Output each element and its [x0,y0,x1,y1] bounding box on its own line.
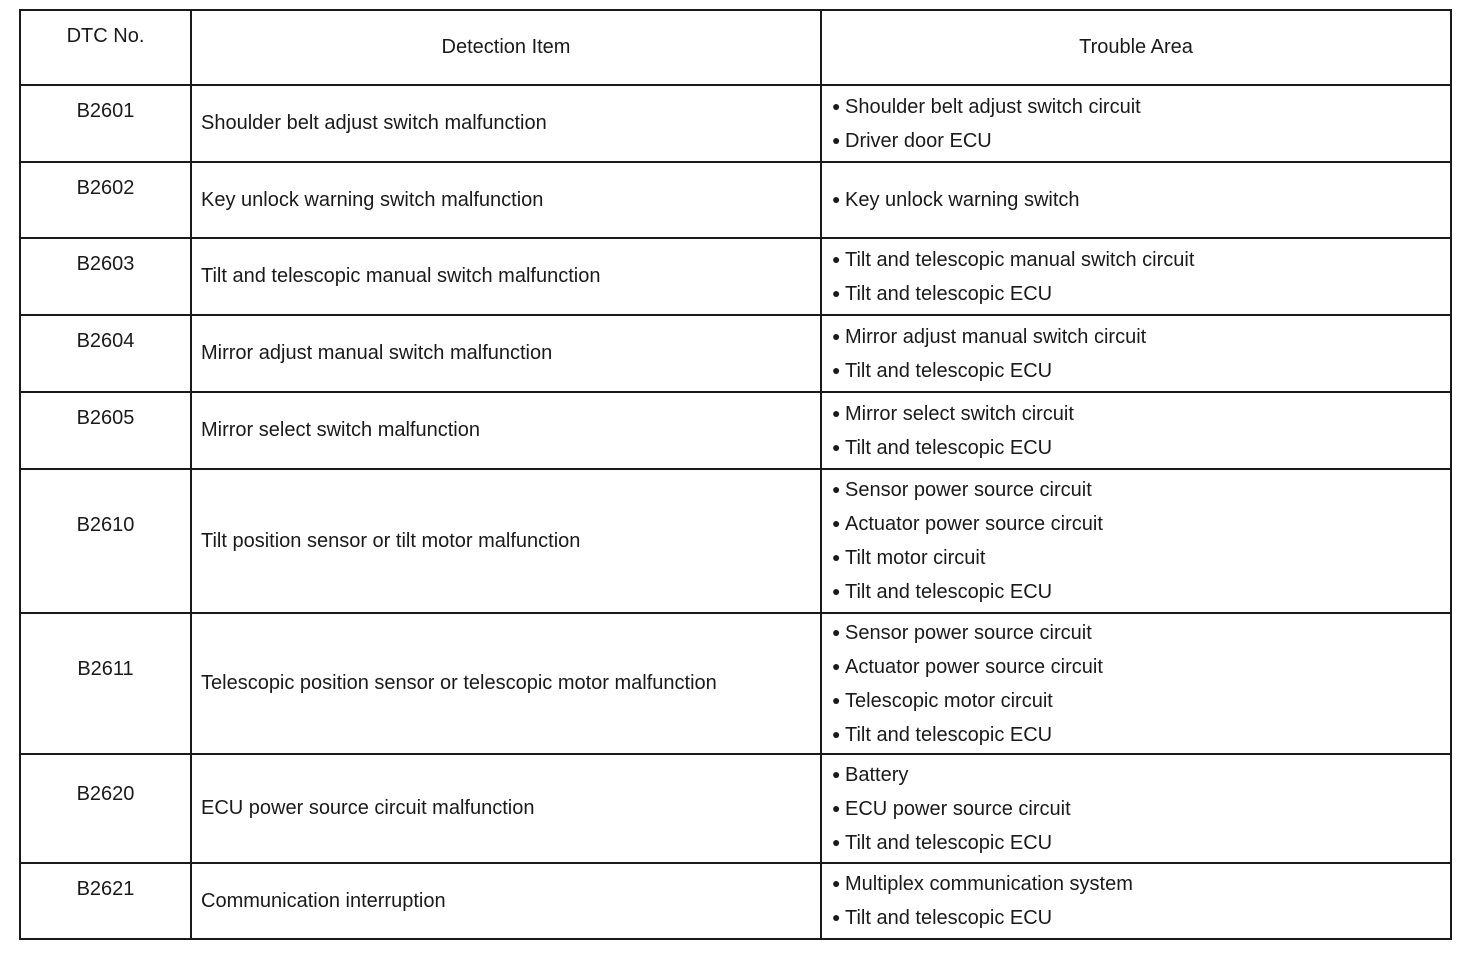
trouble-area-text: Mirror select switch circuit [845,402,1074,425]
bullet-icon: ● [832,481,841,497]
trouble-area-text: Shoulder belt adjust switch circuit [845,95,1141,118]
table-row [20,613,1451,754]
bullet-icon: ● [832,875,841,891]
table-row [20,162,1451,238]
bullet-icon: ● [832,191,841,207]
bullet-icon: ● [832,361,841,378]
trouble-area-item [832,431,1450,465]
trouble-area-list [832,473,1450,609]
trouble-area-item [832,507,1450,541]
trouble-area-list [832,867,1450,935]
table-row [20,85,1451,162]
bullet-icon: ● [832,515,841,531]
trouble-area-item [832,124,1450,158]
trouble-area-list [832,90,1450,158]
trouble-area-text: Tilt and telescopic ECU [845,907,1053,929]
header-trouble-area: Trouble Area [821,10,1451,85]
trouble-area-text: Sensor power source circuit [845,479,1092,501]
bullet-icon: ● [832,284,841,301]
bullet-icon: ● [832,657,841,674]
trouble-area-text: ECU power source circuit [845,797,1071,820]
detection-item: Mirror adjust manual switch malfunction [191,315,821,392]
bullet-icon: ● [832,327,841,344]
trouble-area-item [832,616,1450,650]
trouble-area-text: Multiplex communication system [845,873,1133,895]
trouble-area-text: Tilt and telescopic ECU [845,581,1053,603]
trouble-area-item [832,718,1450,752]
bullet-icon: ● [832,438,841,455]
trouble-area-text: Telescopic motor circuit [845,689,1053,712]
header-dtc-no: DTC No. [20,10,191,85]
trouble-area-item [832,354,1450,388]
trouble-area-item [832,575,1450,609]
trouble-area-item [832,183,1450,217]
trouble-area-text: Actuator power source circuit [845,655,1103,678]
detection-item: Mirror select switch malfunction [191,392,821,469]
detection-item: Shoulder belt adjust switch malfunction [191,85,821,162]
trouble-area-item [832,792,1450,826]
bullet-icon: ● [832,131,841,148]
trouble-area-text: Battery [845,763,909,786]
dtc-code: B2601 [20,85,191,162]
trouble-area-item [832,320,1450,354]
table-row [20,315,1451,392]
trouble-area [821,392,1451,469]
bullet-icon: ● [832,765,841,782]
trouble-area-item [832,473,1450,507]
trouble-area-item [832,541,1450,575]
trouble-area-item [832,90,1450,124]
detection-item: Telescopic position sensor or telescopic motor malfunction [191,613,821,754]
trouble-area [821,863,1451,939]
dtc-code: B2621 [20,863,191,939]
table-row [20,238,1451,315]
header-detection-item: Detection Item [191,10,821,85]
table-row [20,754,1451,863]
trouble-area-text: Tilt and telescopic ECU [845,831,1053,854]
trouble-area [821,85,1451,162]
detection-item: Communication interruption [191,863,821,939]
detection-item: Tilt and telescopic manual switch malfunction [191,238,821,315]
trouble-area-list [832,183,1450,217]
trouble-area-text: Tilt and telescopic manual switch circuit [845,248,1195,271]
trouble-area-list [832,243,1450,311]
trouble-area-item [832,867,1450,901]
table-row [20,469,1451,613]
bullet-icon: ● [832,909,841,925]
dtc-code: B2610 [20,469,191,613]
trouble-area-item [832,758,1450,792]
trouble-area-text: Mirror adjust manual switch circuit [845,325,1147,348]
detection-item: Tilt position sensor or tilt motor malfunction [191,469,821,613]
trouble-area-text: Actuator power source circuit [845,513,1103,535]
trouble-area-item [832,277,1450,311]
trouble-area-text: Tilt motor circuit [845,547,986,569]
trouble-area-list [832,397,1450,465]
bullet-icon: ● [832,725,841,742]
bullet-icon: ● [832,549,841,565]
trouble-area-list [832,320,1450,388]
trouble-area [821,754,1451,863]
bullet-icon: ● [832,404,841,421]
trouble-area-text: Key unlock warning switch [845,189,1080,211]
dtc-code: B2603 [20,238,191,315]
dtc-code: B2602 [20,162,191,238]
trouble-area [821,315,1451,392]
trouble-area [821,469,1451,613]
detection-item: Key unlock warning switch malfunction [191,162,821,238]
trouble-area-text: Tilt and telescopic ECU [845,436,1053,459]
trouble-area-text: Tilt and telescopic ECU [845,282,1053,305]
bullet-icon: ● [832,833,841,850]
trouble-area-item [832,243,1450,277]
dtc-code: B2604 [20,315,191,392]
trouble-area-text: Tilt and telescopic ECU [845,723,1053,746]
trouble-area-item [832,684,1450,718]
trouble-area [821,613,1451,754]
bullet-icon: ● [832,97,841,114]
table-row [20,863,1451,939]
table-body [20,85,1451,939]
trouble-area [821,162,1451,238]
detection-item: ECU power source circuit malfunction [191,754,821,863]
trouble-area-item [832,397,1450,431]
bullet-icon: ● [832,623,841,640]
dtc-table [19,9,1452,940]
bullet-icon: ● [832,583,841,599]
dtc-code: B2605 [20,392,191,469]
trouble-area-text: Tilt and telescopic ECU [845,359,1053,382]
bullet-icon: ● [832,799,841,816]
trouble-area-item [832,901,1450,935]
table-header [20,10,1451,85]
trouble-area-text: Sensor power source circuit [845,621,1092,644]
table-row [20,392,1451,469]
dtc-code: B2611 [20,613,191,754]
dtc-code: B2620 [20,754,191,863]
trouble-area-list [832,616,1450,752]
trouble-area-item [832,826,1450,860]
trouble-area [821,238,1451,315]
header-row [20,10,1451,85]
bullet-icon: ● [832,691,841,708]
trouble-area-item [832,650,1450,684]
trouble-area-text: Driver door ECU [845,129,992,152]
trouble-area-list [832,758,1450,860]
bullet-icon: ● [832,250,841,267]
